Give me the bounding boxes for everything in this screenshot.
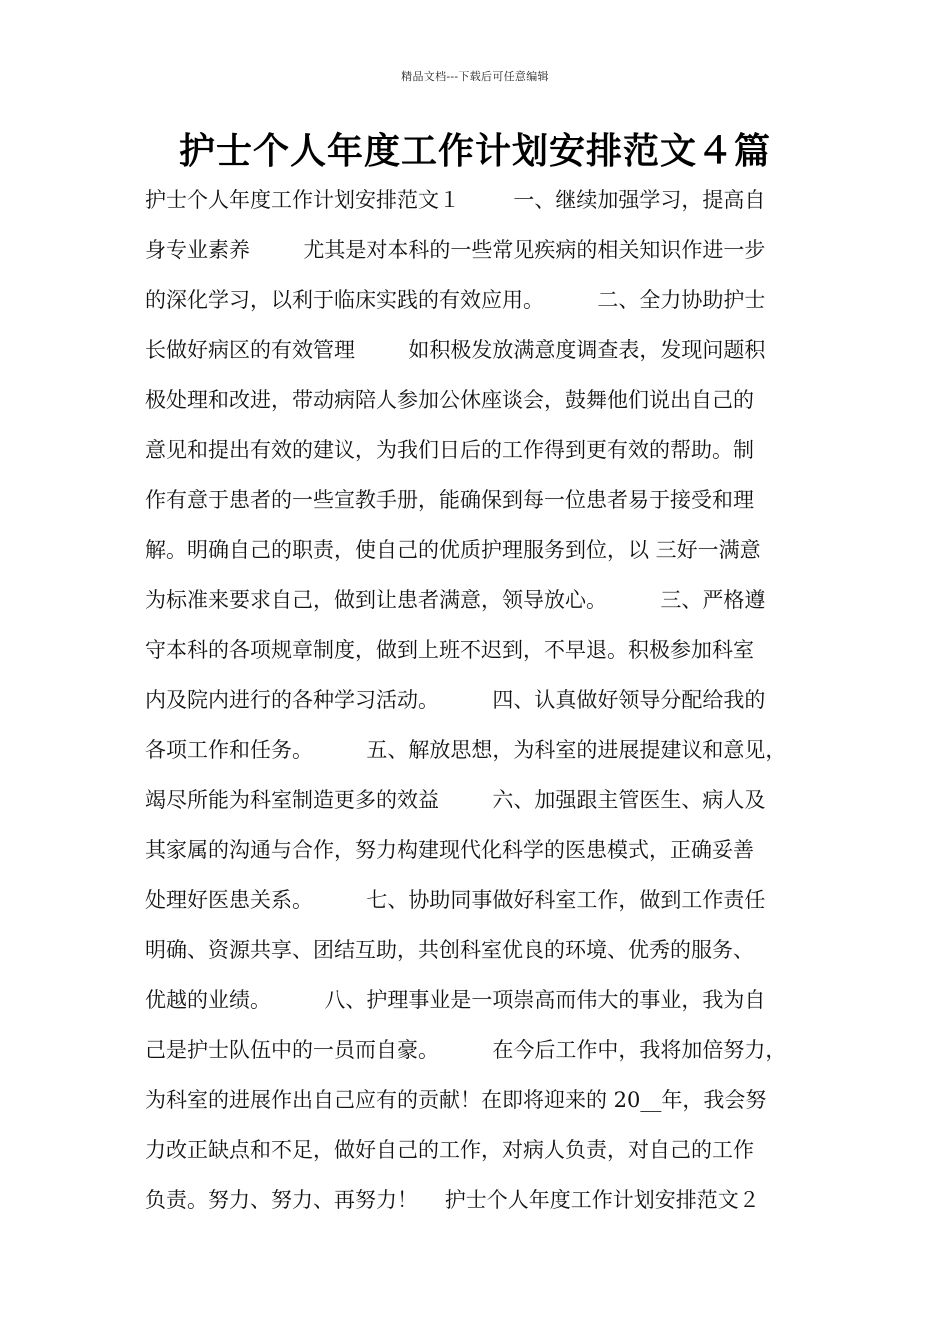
body-line: 其家属的沟通与合作，努力构建现代化科学的医患模式，正确妥善 (145, 838, 754, 862)
body-line: 护士个人年度工作计划安排范文１ 一、继续加强学习，提高自 (145, 188, 766, 212)
body-line: 解。明确自己的职责，使自己的优质护理服务到位，以 三好一满意 (145, 538, 761, 562)
body-line: 各项工作和任务。 五、解放思想，为科室的进展提建议和意见， (145, 738, 787, 762)
body-line: 极处理和改进，带动病陪人参加公休座谈会，鼓舞他们说出自己的 (145, 388, 754, 412)
body-line: 作有意于患者的一些宣教手册，能确保到每一位患者易于接受和理 (145, 488, 754, 512)
body-line: 竭尽所能为科室制造更多的效益 六、加强跟主管医生、病人及 (145, 788, 766, 812)
page-title: 护士个人年度工作计划安排范文４篇 (178, 131, 771, 172)
body-line: 己是护士队伍中的一员而自豪。 在今后工作中，我将加倍努力， (145, 1038, 787, 1062)
body-line: 为标准来要求自己，做到让患者满意，领导放心。 三、严格遵 (145, 588, 766, 612)
document-body (145, 180, 835, 1230)
body-line: 身专业素养 尤其是对本科的一些常见疾病的相关知识作进一步 (145, 238, 766, 262)
body-line: 意见和提出有效的建议，为我们日后的工作得到更有效的帮助。制 (145, 438, 754, 462)
body-line: 明确、资源共享、团结互助，共创科室优良的环境、优秀的服务、 (145, 938, 754, 962)
body-line: 优越的业绩。 八、护理事业是一项崇高而伟大的事业，我为自 (145, 988, 766, 1012)
body-line: 的深化学习，以利于临床实践的有效应用。 二、全力协助护士 (145, 288, 766, 312)
body-line: 守本科的各项规章制度，做到上班不迟到，不早退。积极参加科室 (145, 638, 754, 662)
header-note: 精品文档---下载后可任意编辑 (401, 70, 549, 83)
body-line: 负责。努力、努力、再努力！ 护士个人年度工作计划安排范文２ (145, 1188, 760, 1212)
body-line: 力改正缺点和不足，做好自己的工作，对病人负责，对自己的工作 (145, 1138, 754, 1162)
body-line: 处理好医患关系。 七、协助同事做好科室工作，做到工作责任 (145, 888, 766, 912)
body-line: 为科室的进展作出自己应有的贡献！在即将迎来的 20__年，我会努 (145, 1088, 767, 1112)
body-line: 内及院内进行的各种学习活动。 四、认真做好领导分配给我的 (145, 688, 766, 712)
body-line: 长做好病区的有效管理 如积极发放满意度调查表，发现问题积 (145, 338, 766, 362)
